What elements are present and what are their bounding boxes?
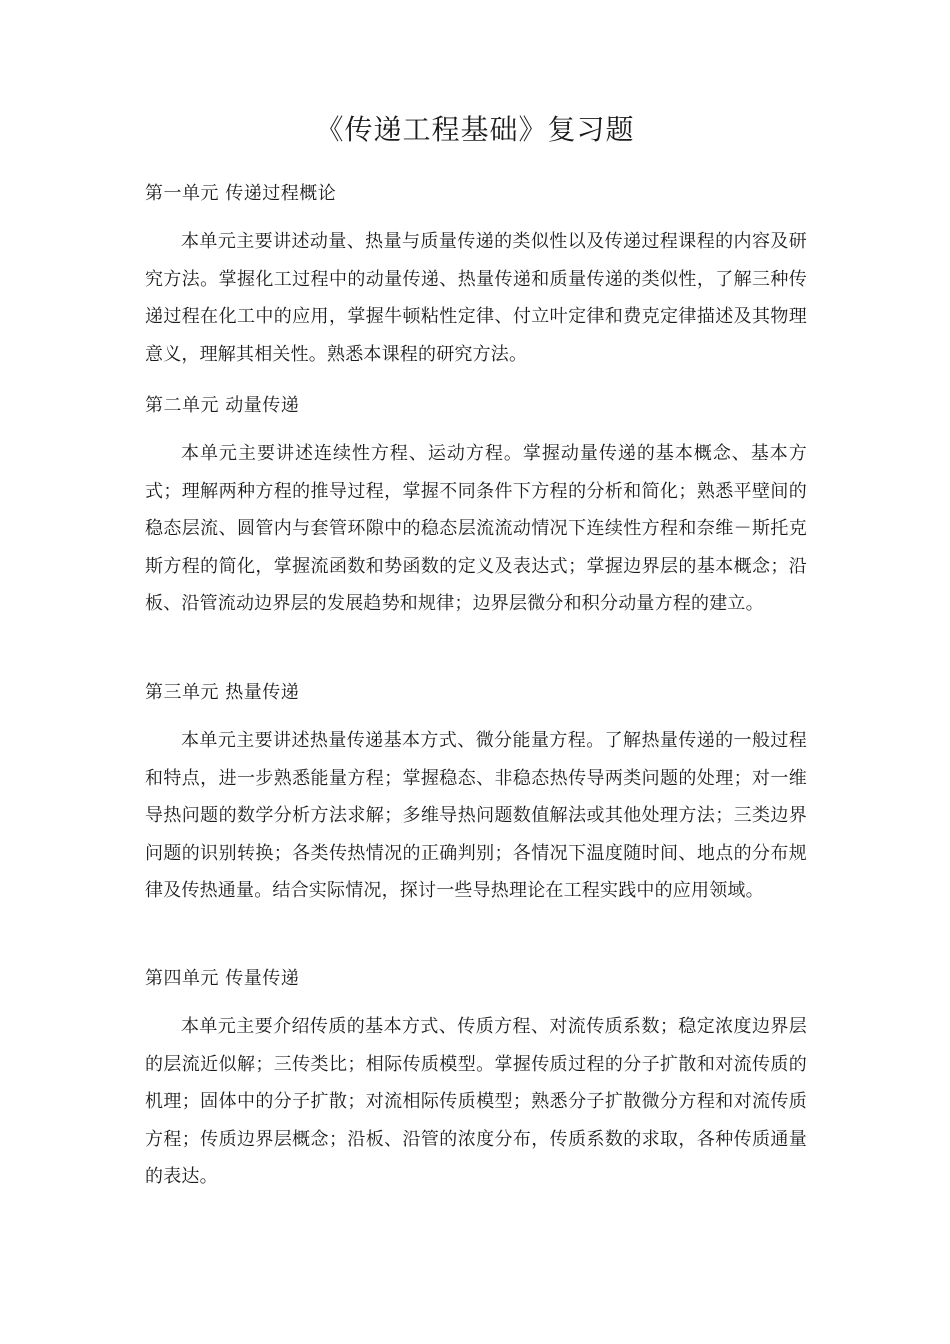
document-title: 《传递工程基础》复习题 <box>315 113 635 146</box>
section-heading: 第三单元 热量传递 <box>145 682 300 703</box>
section-body: 本单元主要讲述动量、热量与质量传递的类似性以及传递过程课程的内容及研究方法。掌握化工过程中的动量传递、热量传递和质量传递的类似性，了解三种传递过程在化工中的应用，掌握牛顿粘性定律、付立叶定律和费克定律描述及其物理意义，理解其相关性。熟悉本课程的研究方法。 <box>145 231 807 365</box>
section-body: 本单元主要介绍传质的基本方式、传质方程、对流传质系数；稳定浓度边界层的层流近似解；三传类比；相际传质模型。掌握传质过程的分子扩散和对流传质的机理；固体中的分子扩散；对流相际传质模型；熟悉分子扩散微分方程和对流传质方程；传质边界层概念；沿板、沿管的浓度分布，传质系数的求取，各种传质通量的表达。 <box>145 1016 807 1188</box>
section-heading: 第二单元 动量传递 <box>145 395 300 416</box>
section-heading: 第四单元 传量传递 <box>145 968 300 989</box>
section-heading: 第一单元 传递过程概论 <box>145 183 337 204</box>
section-body: 本单元主要讲述热量传递基本方式、微分能量方程。了解热量传递的一般过程和特点，进一步熟悉能量方程；掌握稳态、非稳态热传导两类问题的处理；对一维导热问题的数学分析方法求解；多维导热问题数值解法或其他处理方法；三类边界问题的识别转换；各类传热情况的正确判别；各情况下温度随时间、地点的分布规律及传热通量。结合实际情况，探讨一些导热理论在工程实践中的应用领域。 <box>145 730 807 902</box>
section-unit-1 <box>145 180 807 373</box>
section-unit-2 <box>145 392 807 623</box>
section-unit-4 <box>145 965 807 1196</box>
section-unit-3 <box>145 679 807 910</box>
section-body: 本单元主要讲述连续性方程、运动方程。掌握动量传递的基本概念、基本方式；理解两种方程的推导过程，掌握不同条件下方程的分析和简化；熟悉平壁间的稳态层流、圆管内与套管环隙中的稳态层流流动情况下连续性方程和奈维－斯托克斯方程的简化，掌握流函数和势函数的定义及表达式；掌握边界层的基本概念；沿板、沿管流动边界层的发展趋势和规律；边界层微分和积分动量方程的建立。 <box>145 443 807 615</box>
